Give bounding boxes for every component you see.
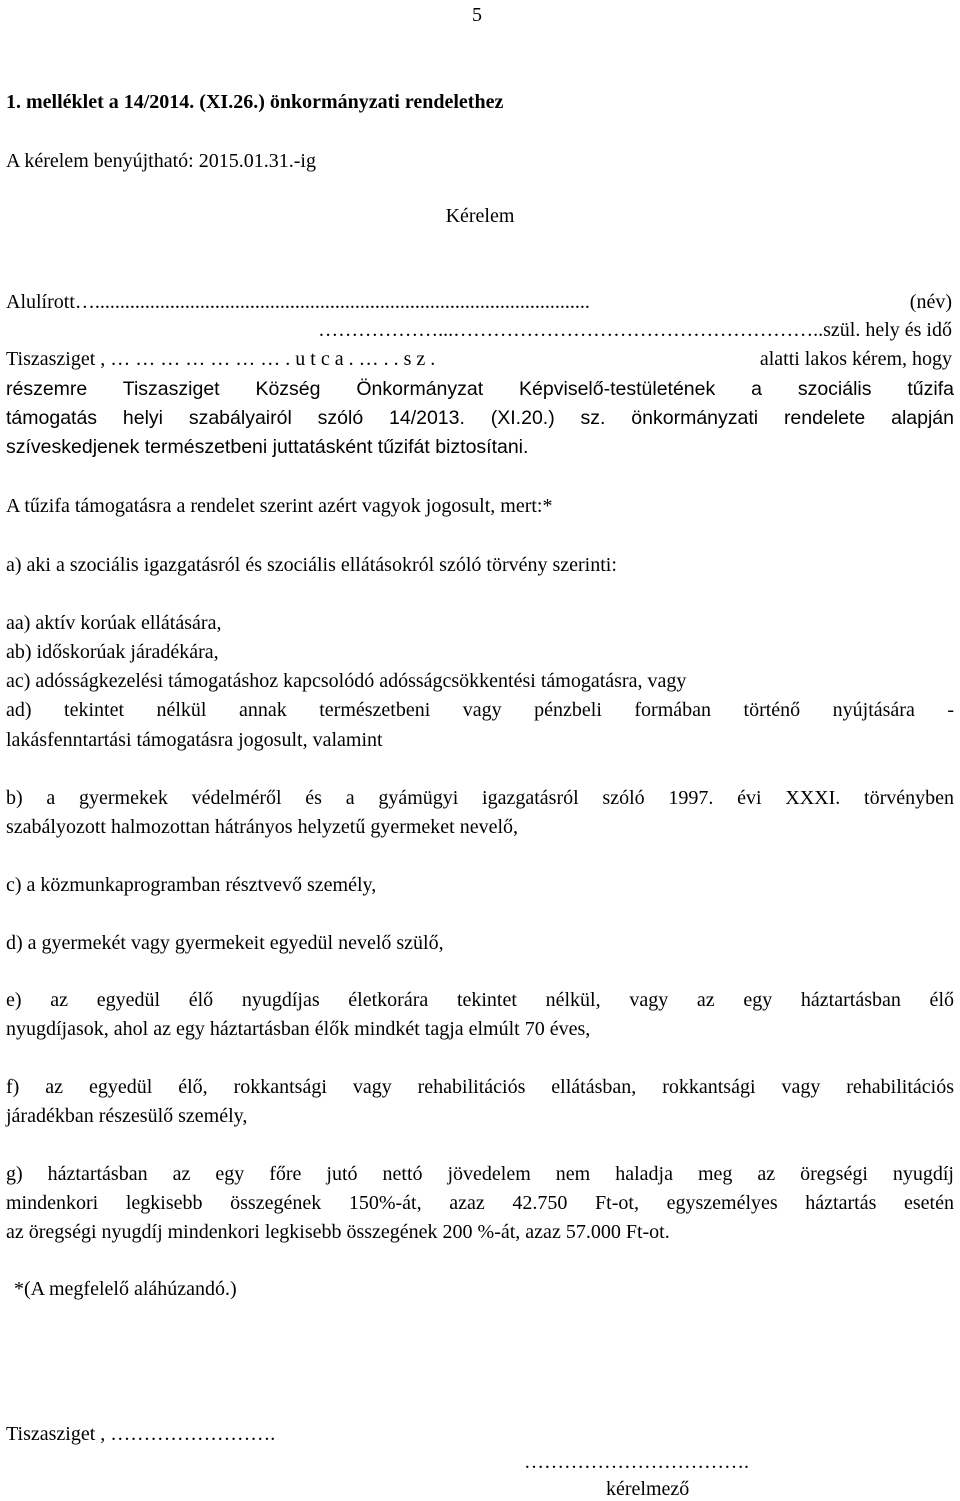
criterion-g-line-1: g) háztartásban az egy főre jutó nettó jövedelem nem haladja meg az öregségi nyugdíj xyxy=(6,1163,954,1185)
criterion-c: c) a közmunkaprogramban résztvevő személy, xyxy=(6,874,377,896)
signature-label: kérelmező xyxy=(606,1478,690,1500)
request-text-line-2: támogatás helyi szabályairól szóló 14/2013. (XI.20.) sz. önkormányzati rendelete alapján xyxy=(6,407,954,429)
criterion-a: a) aki a szociális igazgatásról és szociális ellátásokról szóló törvény szerinti: xyxy=(6,554,617,576)
applicant-name-line: Alulírott…................................................................................................... xyxy=(6,291,590,313)
eligibility-intro: A tűzifa támogatásra a rendelet szerint azért vagyok jogosult, mert:* xyxy=(6,495,553,517)
criterion-ab: ab) időskorúak járadékára, xyxy=(6,641,219,663)
name-label: (név) xyxy=(909,291,952,313)
criterion-e-line-1: e) az egyedül élő nyugdíjas életkorára tekintet nélkül, vagy az egy háztartásban élő xyxy=(6,989,954,1011)
criterion-g-line-3: az öregségi nyugdíj mindenkori legkisebb összegének 200 %-át, azaz 57.000 Ft-ot. xyxy=(6,1221,670,1243)
criterion-ad-line-1: ad) tekintet nélkül annak természetbeni vagy pénzbeli formában történő nyújtására - xyxy=(6,699,954,721)
criterion-d: d) a gyermekét vagy gyermekeit egyedül nevelő szülő, xyxy=(6,932,444,954)
criterion-ad-line-2: lakásfenntartási támogatásra jogosult, valamint xyxy=(6,729,383,751)
underline-footnote: *(A megfelelő aláhúzandó.) xyxy=(14,1278,237,1300)
criterion-e-line-2: nyugdíjasok, ahol az egy háztartásban élők mindkét tagja elmúlt 70 éves, xyxy=(6,1018,591,1040)
criterion-b-line-1: b) a gyermekek védelméről és a gyámügyi igazgatásról szóló 1997. évi XXXI. törvényben xyxy=(6,787,954,809)
submission-deadline: A kérelem benyújtható: 2015.01.31.-ig xyxy=(6,150,316,172)
signature-line: ……………………………. xyxy=(524,1451,749,1473)
criterion-f-line-1: f) az egyedül élő, rokkantsági vagy rehabilitációs ellátásban, rokkantsági vagy rehabilitációs xyxy=(6,1076,954,1098)
criterion-f-line-2: járadékban részesülő személy, xyxy=(6,1105,248,1127)
birth-place-date-line: ………………...………………………………………………..szül. hely és idő xyxy=(318,319,952,341)
request-text-line-3: szíveskedjenek természetbeni juttatásként tűzifát biztosítani. xyxy=(6,436,529,458)
annex-title: 1. melléklet a 14/2014. (XI.26.) önkormányzati rendelethez xyxy=(6,91,504,113)
request-text-line-1: részemre Tiszasziget Község Önkormányzat Képviselő-testületének a szociális tűzifa xyxy=(6,378,954,400)
address-line-end: alatti lakos kérem, hogy xyxy=(759,348,952,370)
form-title: Kérelem xyxy=(445,205,515,227)
criterion-ac: ac) adósságkezelési támogatáshoz kapcsolódó adósságcsökkentési támogatásra, vagy xyxy=(6,670,687,692)
criterion-b-line-2: szabályozott halmozottan hátrányos helyzetű gyermeket nevelő, xyxy=(6,816,519,838)
address-line: Tiszasziget , … … … … … … … . u t c a . … . . s z . xyxy=(6,348,436,370)
criterion-g-line-2: mindenkori legkisebb összegének 150%-át, azaz 42.750 Ft-ot, egyszemélyes háztartás esetén xyxy=(6,1192,954,1214)
page-number: 5 xyxy=(472,4,482,26)
signature-place-date: Tiszasziget , ……………………. xyxy=(6,1423,276,1445)
criterion-aa: aa) aktív korúak ellátására, xyxy=(6,612,222,634)
